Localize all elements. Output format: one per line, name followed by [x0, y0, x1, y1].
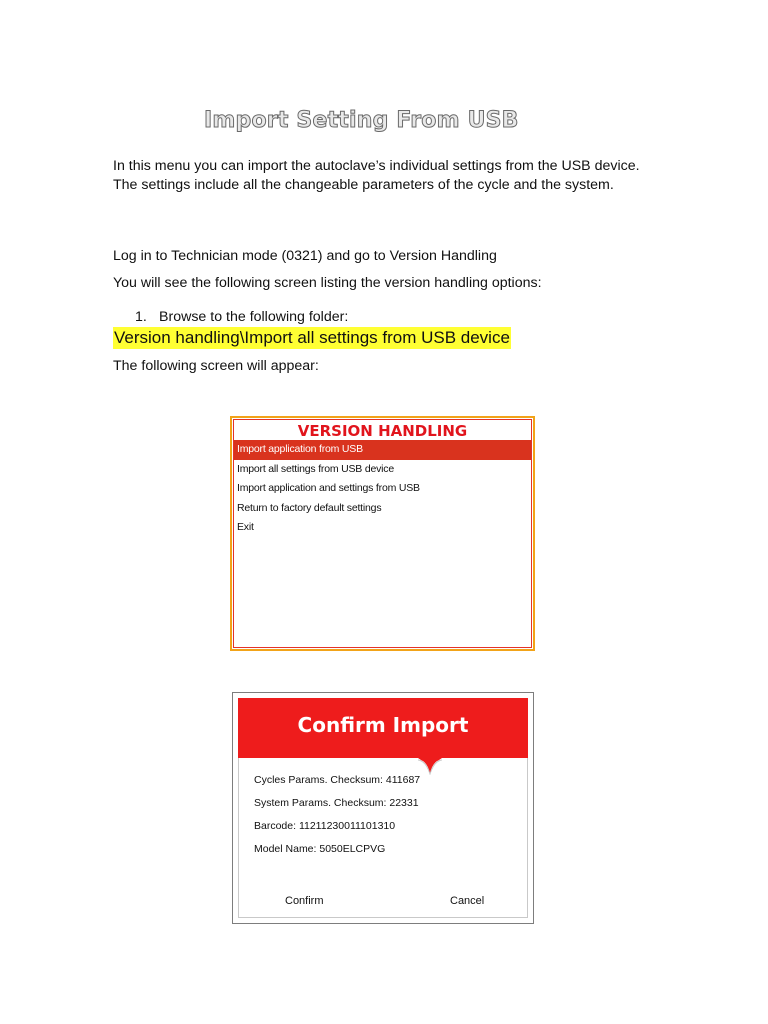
confirm-button[interactable]: Confirm: [285, 895, 324, 907]
cancel-button[interactable]: Cancel: [450, 895, 485, 907]
folder-path-highlight: Version handling\Import all settings from USB device: [114, 328, 510, 347]
version-handling-title: VERSION HANDLING: [297, 422, 468, 440]
intro-paragraph: In this menu you can import the autoclave’s individual settings from the USB device. The settings include all the changeable parameters of the cycle and the system.: [113, 158, 640, 193]
version-handling-frame: [233, 419, 532, 648]
dialog-body: [238, 758, 528, 918]
model-name: Model Name: 5050ELCPVG: [254, 843, 386, 855]
menu-item-exit[interactable]: Exit: [237, 521, 254, 533]
login-instruction: Log in to Technician mode (0321) and go to Version Handling: [113, 248, 497, 264]
confirm-import-dialog: [232, 692, 534, 924]
menu-item-factory-default[interactable]: Return to factory default settings: [237, 501, 382, 514]
screen-description: You will see the following screen listing the version handling options:: [113, 275, 542, 291]
version-handling-menu: [234, 440, 531, 538]
step-1: [135, 309, 348, 325]
dialog-title: Confirm Import: [238, 698, 528, 758]
menu-item-import-application[interactable]: Import application from USB: [234, 440, 531, 460]
menu-item-import-all-settings[interactable]: Import all settings from USB device: [237, 462, 394, 475]
step-number: 1.: [135, 309, 147, 325]
cycles-checksum: Cycles Params. Checksum: 411687: [254, 774, 421, 786]
version-handling-screen: [230, 416, 535, 651]
page-title: Import Setting From USB: [204, 108, 519, 133]
menu-item-import-application-and-settings[interactable]: Import application and settings from USB: [237, 482, 420, 494]
appear-line: The following screen will appear:: [113, 358, 319, 374]
step-text: Browse to the following folder:: [159, 309, 349, 325]
barcode: Barcode: 11211230011101310: [254, 820, 396, 832]
system-checksum: System Params. Checksum: 22331: [254, 797, 419, 809]
